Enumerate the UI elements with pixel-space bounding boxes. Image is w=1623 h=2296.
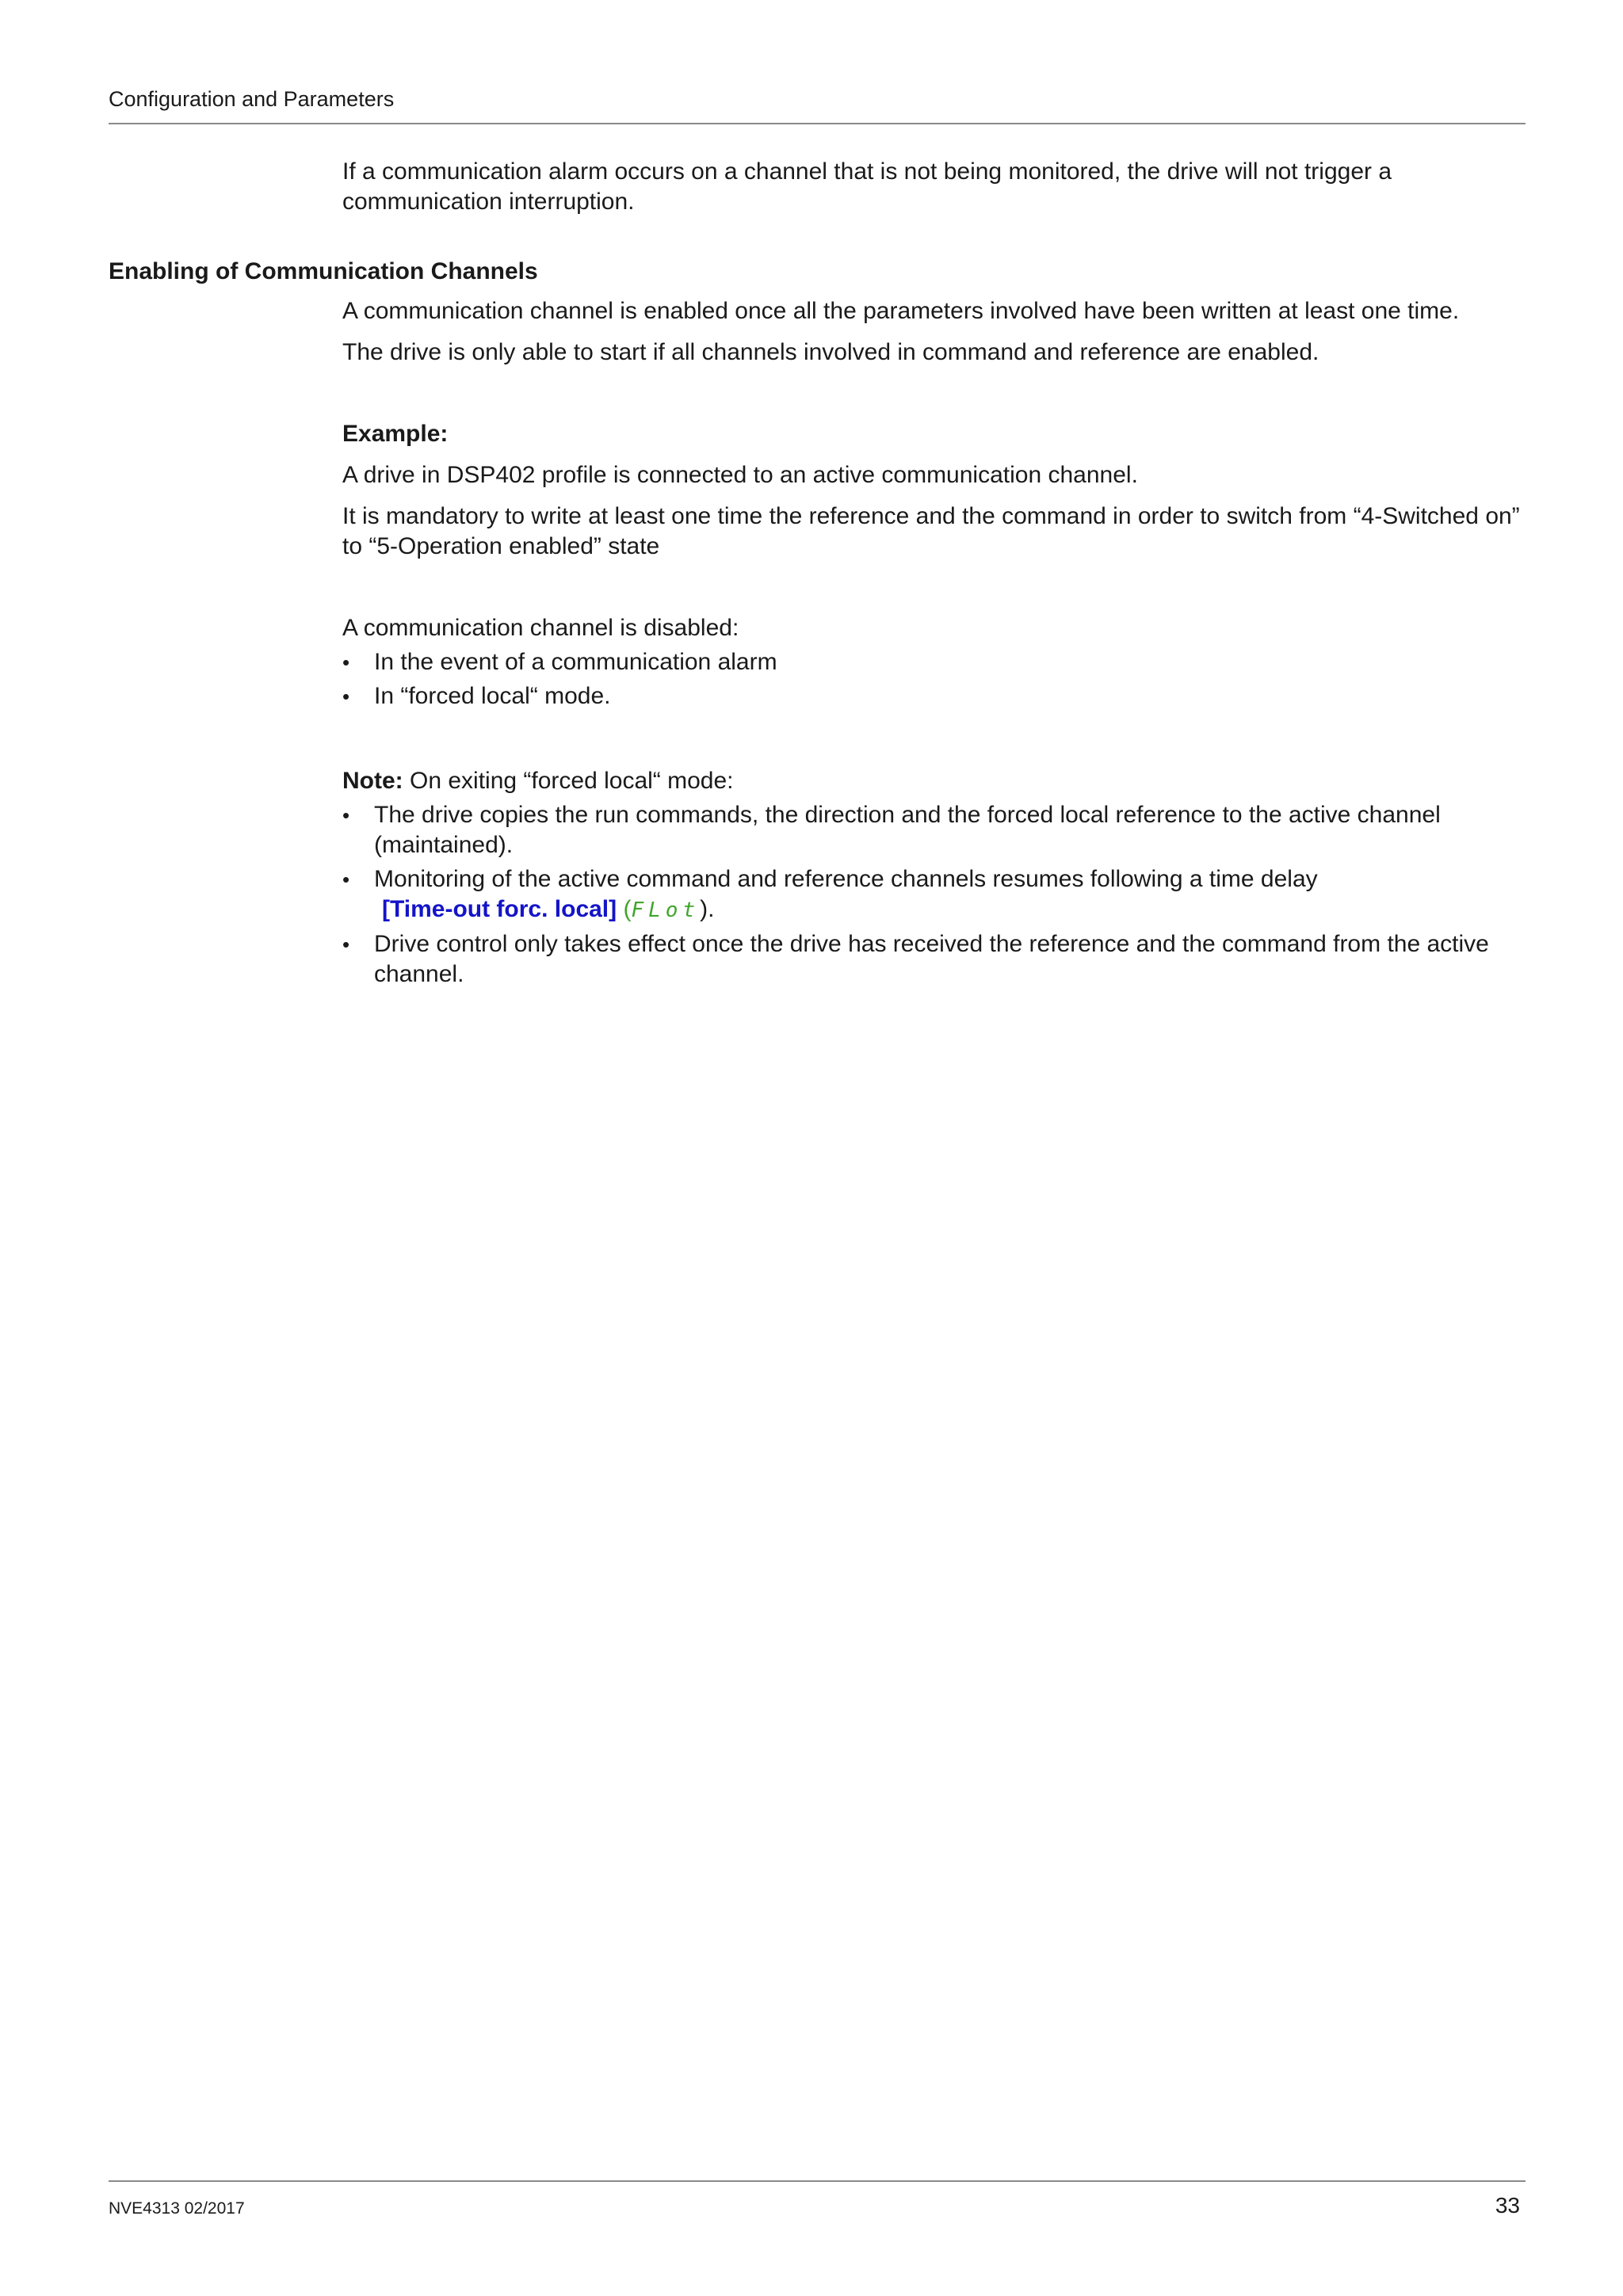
example-label: Example:	[342, 421, 449, 447]
footer-doc-id: NVE4313 02/2017	[109, 2199, 245, 2218]
parameter-code-close: ).	[700, 896, 715, 922]
header-divider	[109, 123, 1526, 124]
note-text: On exiting “forced local“ mode:	[403, 768, 734, 794]
list-item: • In the event of a communication alarm	[342, 647, 1531, 677]
parameter-code: FLot	[631, 898, 701, 922]
bullet-icon: •	[342, 868, 350, 891]
bullet-icon: •	[342, 650, 350, 674]
bullet-icon: •	[342, 803, 350, 827]
section-heading: Enabling of Communication Channels	[109, 258, 538, 284]
list-item: • Monitoring of the active command and reference channels resumes following a time delay [Time-out forc. local] (FLot).	[342, 866, 1318, 922]
footer-divider	[109, 2180, 1526, 2182]
section-paragraph-2: The drive is only able to start if all channels involved in command and reference are enabled.	[342, 339, 1319, 365]
intro-paragraph: If a communication alarm occurs on a channel that is not being monitored, the drive will not trigger a communication interruption.	[342, 158, 1392, 215]
disabled-list	[342, 647, 1531, 715]
parameter-link[interactable]: [Time-out forc. local]	[382, 896, 617, 922]
note-label: Note:	[342, 768, 403, 794]
header-title: Configuration and Parameters	[109, 87, 395, 111]
parameter-code-open: (	[617, 896, 632, 922]
list-item: • The drive copies the run commands, the direction and the forced local reference to the active channel (maintained).	[342, 802, 1441, 858]
bullet-icon: •	[342, 933, 350, 956]
example-paragraph-2: It is mandatory to write at least one time the reference and the command in order to switch from “4-Switched on” to “5-Operation enabled” state	[342, 503, 1520, 559]
page-number: 33	[1495, 2193, 1520, 2218]
note-paragraph	[342, 766, 1531, 796]
note-list	[342, 800, 1531, 994]
example-paragraph-1: A drive in DSP402 profile is connected to an active communication channel.	[342, 462, 1138, 488]
section-paragraph-1: A communication channel is enabled once all the parameters involved have been written at least one time.	[342, 298, 1460, 324]
list-item: • In “forced local“ mode.	[342, 681, 1531, 711]
bullet-icon: •	[342, 685, 350, 708]
list-item: • Drive control only takes effect once the drive has received the reference and the command from the active channel.	[342, 931, 1489, 987]
disabled-intro: A communication channel is disabled:	[342, 615, 739, 641]
